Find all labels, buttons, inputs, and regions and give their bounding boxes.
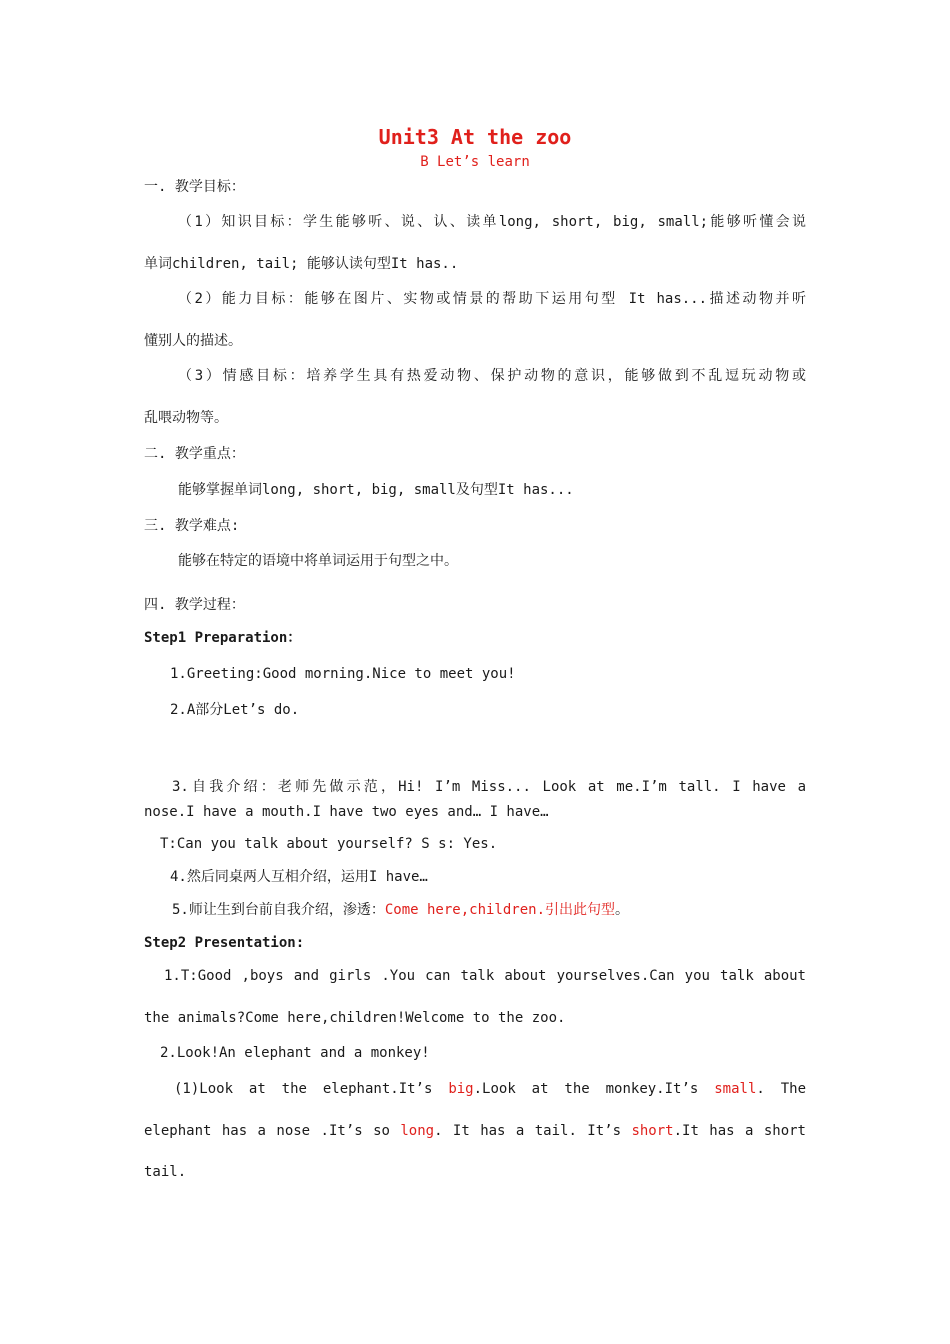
objective-2-line-1: （2）能力目标：能够在图片、实物或情景的帮助下运用句型 It has...描述动物并听 (178, 291, 806, 307)
objective-1-line-1: （1）知识目标：学生能够听、说、认、读单long, short, big, small;能够听懂会说 (178, 214, 806, 230)
difficulties-text: 能够在特定的语境中将单词运用于句型之中。 (178, 553, 458, 569)
step1-item-5-suffix: 。 (615, 902, 630, 918)
step2-sub-1-line-1 (174, 1079, 806, 1099)
step1-item-3-line-3: T:Can you talk about yourself? S s: Yes. (160, 836, 498, 852)
process-heading: 四. 教学过程： (144, 597, 245, 613)
step2-sub-2-text-b: . It has a tail. It’s (434, 1123, 632, 1139)
objective-3-line-2: 乱喂动物等。 (144, 410, 228, 426)
step2-item-1-line-1: 1.T:Good ,boys and girls .You can talk about yourselves.Can you talk about (164, 968, 806, 984)
objective-1-line-2: 单词children, tail; 能够认读句型It has.. (144, 256, 459, 272)
step2-sub-1-text-b: .Look at the monkey.It’s (473, 1081, 715, 1097)
step2-sub-2-text-c: .It has a short (673, 1123, 806, 1139)
step1-item-4: 4.然后同桌两人互相介绍，运用I have… (170, 869, 428, 885)
document-subtitle: B Let’s learn (420, 154, 530, 170)
step1-heading: Step1 Preparation： (144, 630, 302, 646)
word-short: short (631, 1123, 674, 1139)
document-title: Unit3 At the zoo (378, 125, 572, 149)
word-long: long (400, 1123, 435, 1139)
difficulties-heading: 三. 教学难点: (144, 518, 240, 534)
objectives-heading: 一. 教学目标： (144, 179, 245, 195)
step1-item-1: 1.Greeting:Good morning.Nice to meet you! (170, 666, 516, 682)
step1-item-3-line-1: 3.自我介绍：老师先做示范，Hi! I’m Miss... Look at me.I’m tall. I have a (172, 779, 806, 795)
step2-sub-1-line-3: tail. (144, 1164, 187, 1180)
step1-item-5 (172, 900, 629, 920)
step2-sub-2-text-a: elephant has a nose .It’s so (144, 1123, 401, 1139)
key-points-heading: 二. 教学重点： (144, 446, 245, 462)
key-points-text: 能够掌握单词long, short, big, small及句型It has... (178, 482, 574, 498)
step2-sub-1-line-2 (144, 1121, 806, 1141)
step2-item-2: 2.Look!An elephant and a monkey! (160, 1045, 430, 1061)
step1-item-2: 2.A部分Let’s do. (170, 702, 300, 718)
objective-3-line-1: （3）情感目标：培养学生具有热爱动物、保护动物的意识，能够做到不乱逗玩动物或 (178, 368, 806, 384)
step1-item-3-line-2: nose.I have a mouth.I have two eyes and… I have… (144, 804, 549, 820)
word-small: small (714, 1081, 757, 1097)
step2-heading: Step2 Presentation: (144, 935, 305, 951)
step2-sub-1-text-c: . The (756, 1081, 807, 1097)
step1-item-5-highlight: Come here,children.引出此句型 (384, 902, 616, 918)
objective-2-line-2: 懂别人的描述。 (144, 333, 242, 349)
step1-item-5-prefix: 5.师让生到台前自我介绍，渗透： (172, 902, 385, 918)
step2-item-1-line-2: the animals?Come here,children!Welcome to the zoo. (144, 1010, 566, 1026)
word-big: big (448, 1081, 474, 1097)
step2-sub-1-text-a: (1)Look at the elephant.It’s (174, 1081, 449, 1097)
